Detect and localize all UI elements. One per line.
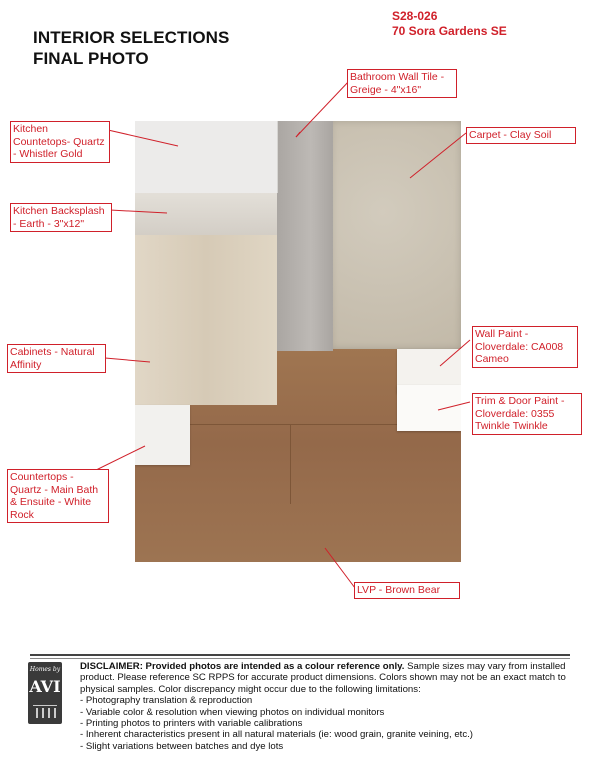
label-wall-paint: Wall Paint - Cloverdale: CA008 Cameo xyxy=(472,326,578,368)
disclaimer-item: - Slight variations between batches and dye lots xyxy=(80,740,284,752)
logo-columns-icon xyxy=(33,705,57,718)
title-line-1: INTERIOR SELECTIONS xyxy=(33,28,230,47)
leader-kitchen-countertops xyxy=(108,130,178,146)
disclaimer-item: - Inherent characteristics present in all natural materials (ie: wood grain, granite veining, etc.) xyxy=(80,729,473,741)
disclaimer-list xyxy=(80,695,576,752)
label-lvp: LVP - Brown Bear xyxy=(354,582,460,599)
leader-wall-paint xyxy=(440,340,470,366)
leader-kitchen-backsplash xyxy=(110,210,167,213)
logo-line-2: AVI xyxy=(29,677,61,696)
disclaimer-lead: DISCLAIMER: Provided photos are intended as a colour reference only. xyxy=(80,661,405,672)
logo-line-1: Homes by xyxy=(29,666,61,673)
label-kitchen-countertops: Kitchen Countetops- Quartz - Whistler Gold xyxy=(10,121,110,163)
disclaimer-item: - Variable color & resolution when viewing photos on individual monitors xyxy=(80,706,385,718)
label-bathroom-wall-tile: Bathroom Wall Tile - Greige - 4"x16" xyxy=(347,69,457,98)
lot-code: S28-026 xyxy=(392,9,438,23)
disclaimer-item: - Photography translation & reproduction xyxy=(80,695,253,707)
label-countertops-bath: Countertops - Quartz - Main Bath & Ensuite - White Rock xyxy=(7,469,109,523)
leader-bath-wall-tile xyxy=(296,80,350,137)
label-kitchen-backsplash: Kitchen Backsplash - Earth - 3"x12" xyxy=(10,203,112,232)
disclaimer-rule xyxy=(30,654,570,656)
title-line-2: FINAL PHOTO xyxy=(33,49,149,68)
label-cabinets: Cabinets - Natural Affinity xyxy=(7,344,106,373)
label-trim-door-paint: Trim & Door Paint - Cloverdale: 0355 Twinkle Twinkle xyxy=(472,393,582,435)
disclaimer-item: - Printing photos to printers with variable calibrations xyxy=(80,718,303,730)
leader-lvp xyxy=(325,548,355,588)
disclaimer-rule-thin xyxy=(30,658,570,659)
address: 70 Sora Gardens SE xyxy=(392,24,507,38)
leader-carpet xyxy=(410,133,466,178)
label-carpet: Carpet - Clay Soil xyxy=(466,127,576,144)
disclaimer-text xyxy=(80,661,576,752)
homes-by-avi-logo xyxy=(28,662,62,724)
leader-cabinets xyxy=(105,358,150,362)
leader-trim-paint xyxy=(438,402,470,410)
disclaimer-body: Sample sizes may vary from installed product. Please reference SC RPPS for accurate product dimensions. Colors shown may not be an exact match to physical samples. Color discrepancy might occur due to the following limitations: xyxy=(80,661,566,695)
